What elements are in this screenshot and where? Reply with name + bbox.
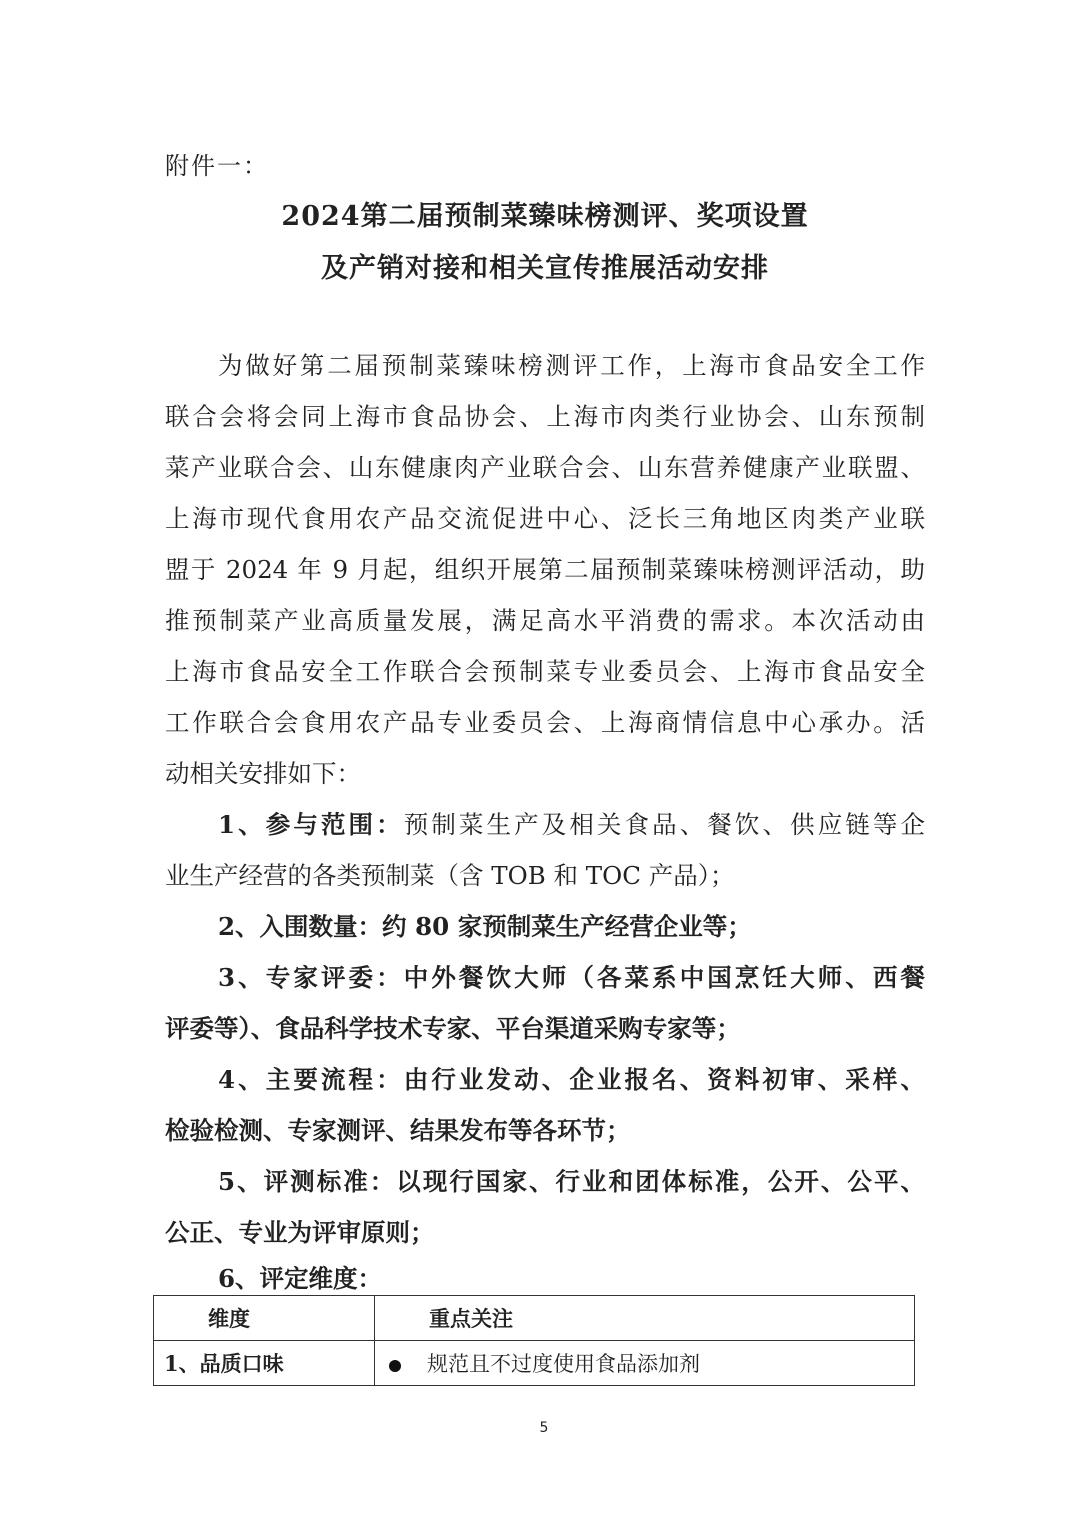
- focus-text: 规范且不过度使用食品添加剂: [427, 1352, 700, 1376]
- table-header-cell: 重点关注: [375, 1296, 915, 1341]
- intro-line: 动相关安排如下：: [165, 759, 361, 788]
- focus-cell: [375, 1341, 915, 1386]
- intro-line: 工作联合会食用农产品专业委员会、上海商情信息中心承办。活: [165, 708, 925, 737]
- item-1-label: 1、参与范围：: [218, 810, 404, 839]
- dimension-cell: 1、品质口味: [154, 1341, 375, 1386]
- item-5-line-2: 公正、专业为评审原则；: [165, 1218, 435, 1247]
- intro-line: 为做好第二届预制菜臻味榜测评工作，上海市食品安全工作: [218, 351, 925, 380]
- item-4-line-2: 检验检测、专家测评、结果发布等各环节；: [165, 1116, 631, 1145]
- intro-line: 上海市食品安全工作联合会预制菜专业委员会、上海市食品安全: [165, 657, 925, 686]
- item-2-line: 2、入围数量：约 80 家预制菜生产经营企业等；: [218, 912, 752, 941]
- item-1-text: 预制菜生产及相关食品、餐饮、供应链等企: [403, 810, 925, 839]
- attachment-label: 附件一：: [165, 152, 269, 180]
- item-3-line-2: 评委等）、食品科学技术专家、平台渠道采购专家等；: [165, 1014, 741, 1043]
- intro-line: 推预制菜产业高质量发展，满足高水平消费的需求。本次活动由: [165, 606, 925, 635]
- table-header-row: [154, 1296, 915, 1341]
- item-3-line-1: 3、专家评委：中外餐饮大师（各菜系中国烹饪大师、西餐: [218, 963, 925, 992]
- intro-line: 盟于 2024 年 9 月起，组织开展第二届预制菜臻味榜测评活动，助: [165, 555, 925, 584]
- item-4-line-1: 4、主要流程：由行业发动、企业报名、资料初审、采样、: [218, 1065, 925, 1094]
- item-6-line: 6、评定维度：: [218, 1264, 383, 1293]
- intro-line: 联合会将会同上海市食品协会、上海市肉类行业协会、山东预制: [165, 402, 925, 431]
- table-header-cell: 维度: [154, 1296, 375, 1341]
- intro-line: 菜产业联合会、山东健康肉产业联合会、山东营养健康产业联盟、: [165, 453, 925, 482]
- item-1-line-2: 业生产经营的各类预制菜（含 TOB 和 TOC 产品）；: [165, 861, 735, 890]
- item-5-line-1: 5、评测标准：以现行国家、行业和团体标准，公开、公平、: [218, 1167, 925, 1196]
- document-title-line-2: 及产销对接和相关宣传推展活动安排: [321, 253, 769, 284]
- evaluation-dimensions-table: [153, 1295, 915, 1386]
- document-title-line-1: 2024第二届预制菜臻味榜测评、奖项设置: [281, 201, 809, 232]
- bullet-icon: [389, 1360, 401, 1372]
- page-number: 5: [539, 1420, 549, 1436]
- intro-line: 上海市现代食用农产品交流促进中心、泛长三角地区肉类产业联: [165, 504, 925, 533]
- item-1-line-1: [218, 809, 925, 841]
- table-row: [154, 1341, 915, 1386]
